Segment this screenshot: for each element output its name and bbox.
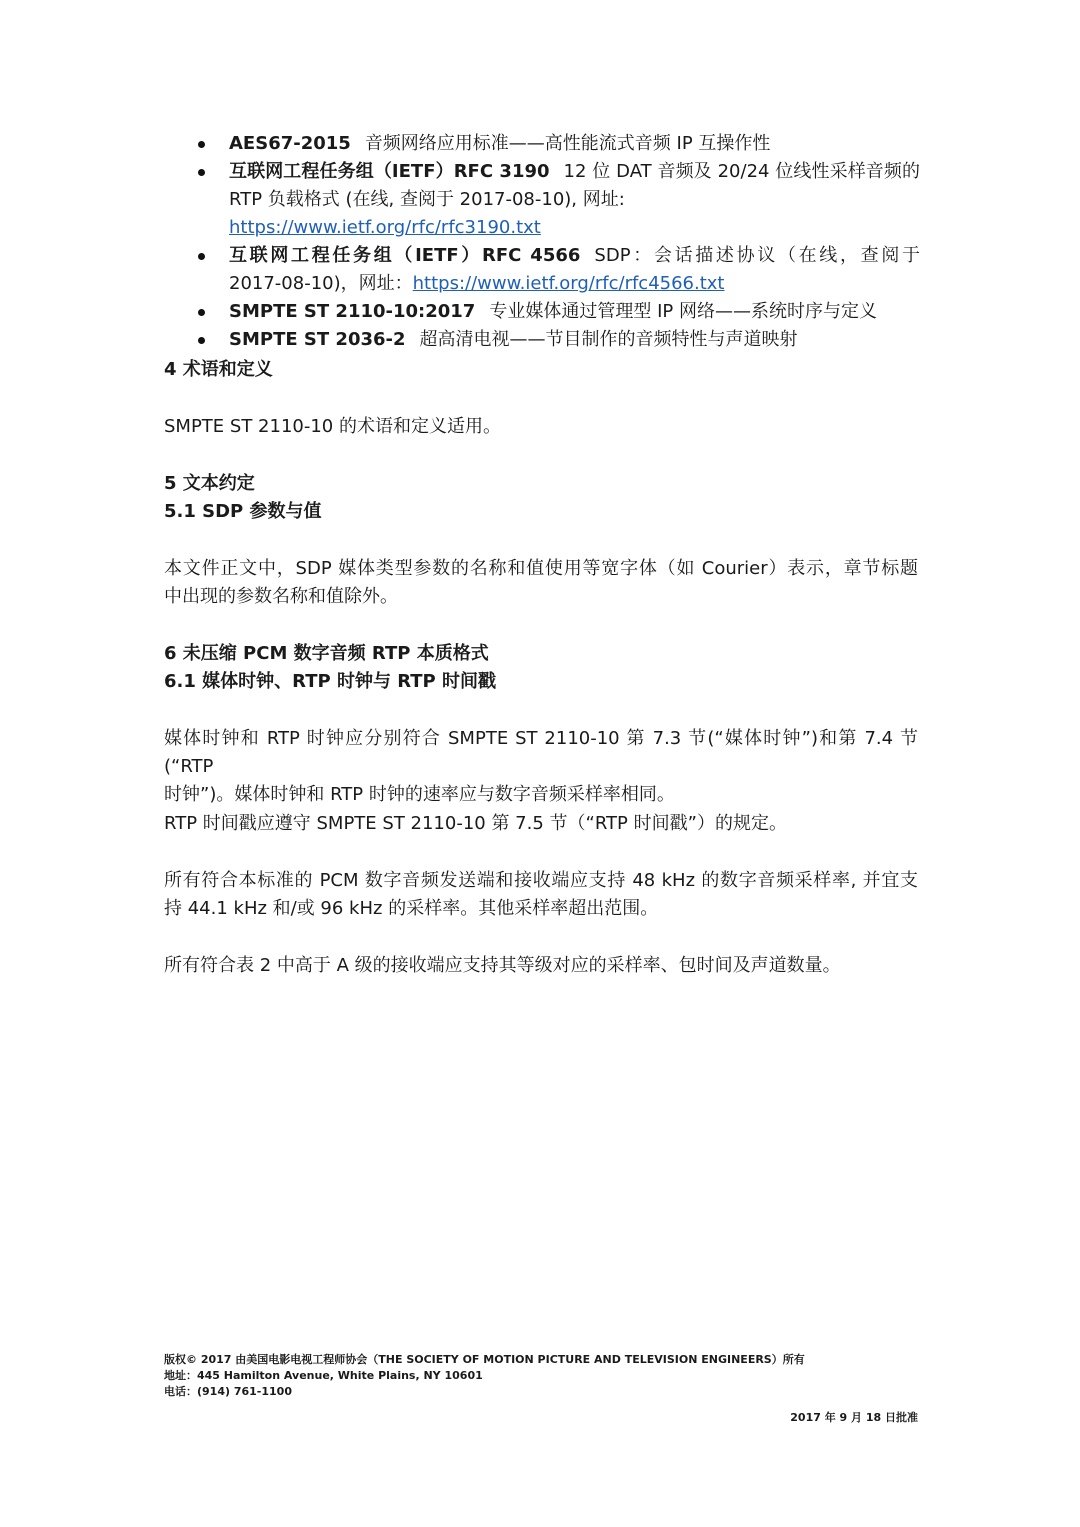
footer-approval-date: 2017 年 9 月 18 日批准 — [790, 1411, 918, 1424]
reference-list — [196, 130, 920, 354]
section-6-1-paragraph: RTP 时间戳应遵守 SMPTE ST 2110-10 第 7.5 节（“RTP 时间戳”）的规定。 — [164, 813, 787, 834]
section-5-1-heading: 5.1 SDP 参数与值 — [164, 501, 322, 522]
bullet-icon — [198, 253, 205, 260]
reference-item — [196, 326, 920, 354]
reference-title: AES67-2015 — [229, 133, 351, 154]
bullet-icon — [198, 169, 205, 176]
reference-text: 超高清电视——节目制作的音频特性与声道映射 — [419, 329, 798, 350]
paragraph-line: 持 44.1 kHz 和/或 96 kHz 的采样率。其他采样率超出范围。 — [164, 898, 659, 919]
paragraph-line: 所有符合本标准的 PCM 数字音频发送端和接收端应支持 48 kHz 的数字音频采样率, 并宜支 — [164, 870, 918, 891]
paragraph-line: 本文件正文中，SDP 媒体类型参数的名称和值使用等宽字体（如 Courier）表示，章节标题 — [164, 558, 918, 579]
paragraph-line: 时钟”)。媒体时钟和 RTP 时钟的速率应与数字音频采样率相同。 — [164, 784, 675, 805]
section-5-heading: 5 文本约定 — [164, 473, 255, 494]
section-4-heading: 4 术语和定义 — [164, 359, 273, 380]
reference-text: RTP 负载格式 (在线, 查阅于 2017-08-10), 网址: — [229, 189, 625, 210]
reference-text: 专业媒体通过管理型 IP 网络——系统时序与定义 — [489, 301, 877, 322]
reference-item — [196, 298, 920, 326]
reference-item — [196, 242, 920, 298]
paragraph-line: 媒体时钟和 RTP 时钟应分别符合 SMPTE ST 2110-10 第 7.3 节(“媒体时钟”)和第 7.4 节(“RTP — [164, 728, 918, 777]
page-footer — [164, 1352, 918, 1426]
reference-text: 12 位 DAT 音频及 20/24 位线性采样音频的 — [563, 161, 921, 182]
reference-link[interactable]: https://www.ietf.org/rfc/rfc3190.txt — [229, 217, 541, 238]
footer-copyright: 版权© 2017 由美国电影电视工程师协会（THE SOCIETY OF MOTION PICTURE AND TELEVISION ENGINEERS）所有 — [164, 1353, 805, 1366]
reference-title: 互联网工程任务组（IETF）RFC 3190 — [229, 161, 550, 182]
reference-text: 2017-08-10)，网址： — [229, 273, 413, 294]
section-5-1-body — [164, 555, 918, 611]
footer-phone: 电话：(914) 761-1100 — [164, 1385, 292, 1398]
section-6-1-paragraph: 所有符合表 2 中高于 A 级的接收端应支持其等级对应的采样率、包时间及声道数量。 — [164, 955, 841, 976]
section-6-1-heading: 6.1 媒体时钟、RTP 时钟与 RTP 时间戳 — [164, 671, 496, 692]
reference-title: SMPTE ST 2110-10:2017 — [229, 301, 476, 322]
reference-item — [196, 130, 920, 158]
reference-title: SMPTE ST 2036-2 — [229, 329, 406, 350]
reference-text: 音频网络应用标准——高性能流式音频 IP 互操作性 — [364, 133, 771, 154]
reference-title: 互联网工程任务组（IETF）RFC 4566 — [229, 245, 581, 266]
section-6-1-paragraph — [164, 867, 918, 923]
bullet-icon — [198, 337, 205, 344]
reference-item — [196, 158, 920, 242]
section-6-heading: 6 未压缩 PCM 数字音频 RTP 本质格式 — [164, 643, 489, 664]
bullet-icon — [198, 141, 205, 148]
reference-link[interactable]: https://www.ietf.org/rfc/rfc4566.txt — [412, 273, 725, 294]
footer-address: 地址：445 Hamilton Avenue, White Plains, NY 10601 — [164, 1369, 483, 1382]
paragraph-line: 中出现的参数名称和值除外。 — [164, 586, 398, 607]
bullet-icon — [198, 309, 205, 316]
section-6-1-paragraph — [164, 725, 918, 809]
section-4-body: SMPTE ST 2110-10 的术语和定义适用。 — [164, 416, 501, 437]
reference-text: SDP：会话描述协议（在线，查阅于 — [594, 245, 921, 266]
